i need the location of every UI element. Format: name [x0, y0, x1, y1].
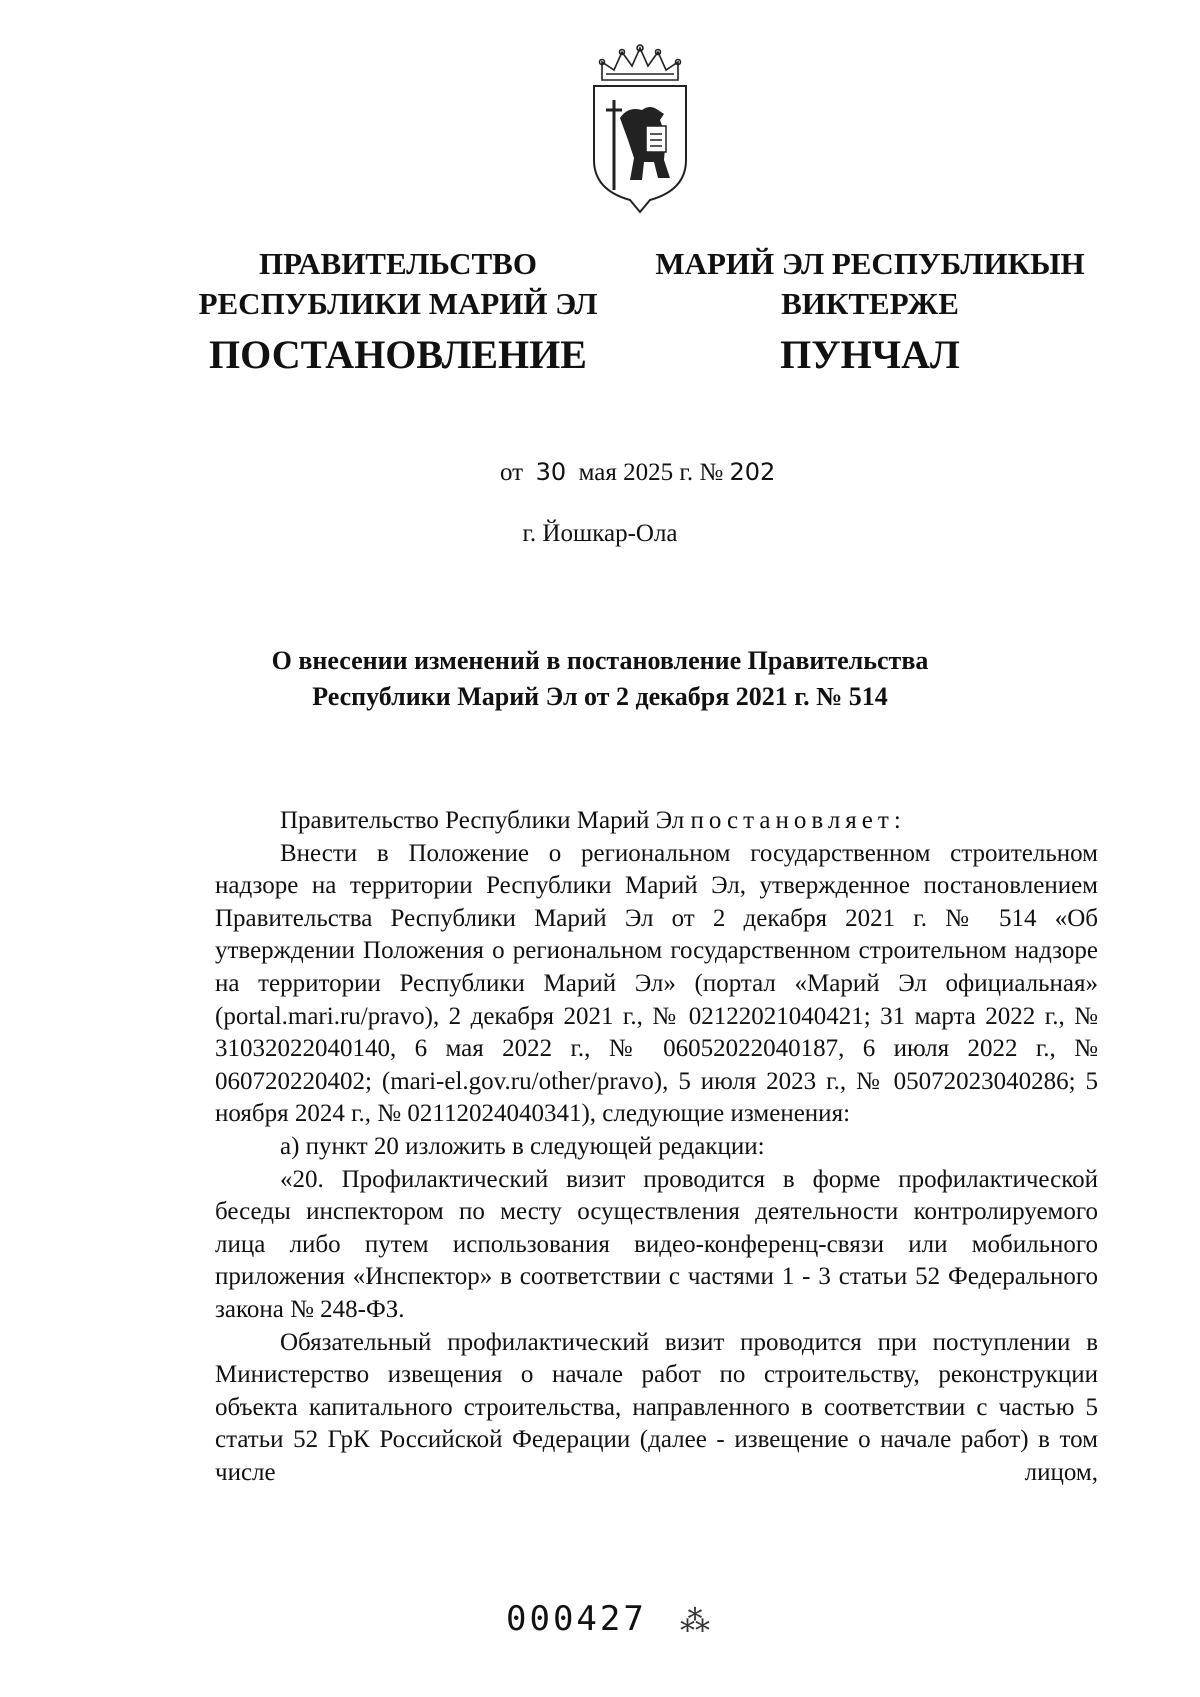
serial-number: 000427	[506, 1599, 647, 1639]
title-line2: Республики Марий Эл от 2 декабря 2021 г. № 514	[312, 682, 888, 711]
document-date	[500, 458, 775, 487]
coat-of-arms-icon	[580, 40, 700, 220]
document-title	[200, 643, 1000, 715]
doc-type-russian: ПОСТАНОВЛЕНИЕ	[209, 332, 587, 377]
header-right	[650, 244, 1090, 324]
paragraph-4: «20. Профилактический визит проводится в форме профилактической беседы инспектором по месту осуществления деятельности контролируемого лица либо путем использования видео-конференц-связи или мобильного приложения «Инспектор» в соответствии с частями 1 - 3 статьи 52 Федерального закона № 248-ФЗ.	[215, 1165, 1098, 1323]
paragraph-1	[215, 805, 1098, 838]
doc-type-mari: ПУНЧАЛ	[780, 332, 960, 377]
header-right-line2: ВИКТЕРЖЕ	[781, 286, 959, 321]
header-left-line2: РЕСПУБЛИКИ МАРИЙ ЭЛ	[198, 286, 598, 321]
stamp-mark: ⁂	[680, 1605, 710, 1638]
header-left	[188, 244, 608, 324]
date-day: 30	[535, 458, 567, 486]
document-number: 202	[729, 458, 776, 486]
city: г. Йошкар-Ола	[522, 520, 678, 547]
paragraph-3: а) пункт 20 изложить в следующей редакции:	[280, 1132, 765, 1160]
document-body	[215, 805, 1098, 1489]
header-right-line1: МАРИЙ ЭЛ РЕСПУБЛИКЫН	[655, 246, 1085, 281]
p1-verb: постановляет:	[690, 807, 906, 834]
header-left-line1: ПРАВИТЕЛЬСТВО	[259, 246, 537, 281]
title-line1: О внесении изменений в постановление Правительства	[271, 646, 929, 675]
paragraph-2: Внести в Положение о региональном государственном строительном надзоре на территории Республики Марий Эл, утвержденное постановлением Правительства Республики Марий Эл от 2 декабря 2021 г. № 514 «Об утверждении Положения о региональном государственном строительном надзоре на территории Республики Марий Эл» (портал «Марий Эл официальная» (portal.mari.ru/pravo), 2 декабря 2021 г., № 02122021040421; 31 марта 2022 г., № 31032022040140, 6 мая 2022 г., № 06052022040187, 6 июля 2022 г., № 060720220402; (mari-el.gov.ru/other/pravo), 5 июля 2023 г., № 05072023040286; 5 ноября 2024 г., № 02112024040341), следующие изменения:	[215, 839, 1098, 1128]
date-prefix: от	[500, 459, 524, 486]
p1-start: Правительство Республики Марий Эл	[280, 807, 685, 834]
date-middle: мая 2025 г. №	[578, 459, 724, 486]
paragraph-5: Обязательный профилактический визит проводится при поступлении в Министерство извещения о начале работ по строительству, реконструкции объекта капитального строительства, направленного в соответствии с частью 5 статьи 52 ГрК Российской Федерации (далее - извещение о начале работ) в том числе лицом,	[215, 1328, 1098, 1486]
